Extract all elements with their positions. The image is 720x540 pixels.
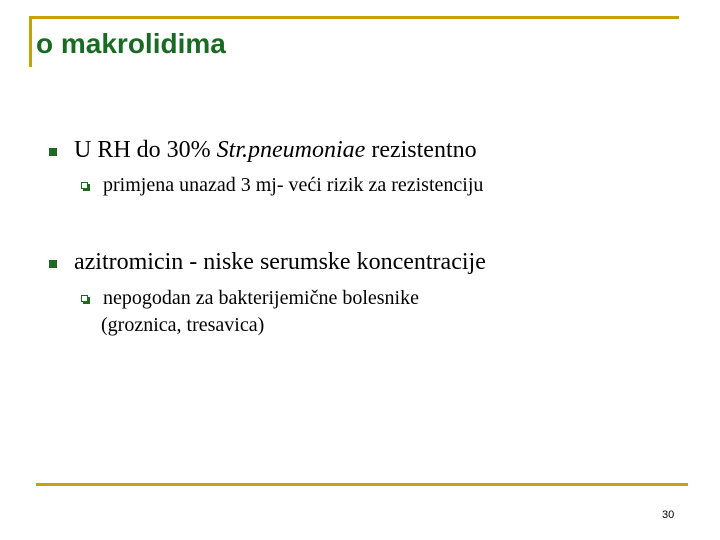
slide-title: o makrolidima	[36, 28, 226, 59]
hollow-square-bullet-icon	[81, 182, 88, 189]
bullet-1-segment-1: U RH do 30%	[74, 137, 217, 163]
bullet-1-text	[74, 136, 477, 165]
square-bullet-icon	[49, 260, 57, 268]
left-decorative-rule	[29, 16, 32, 67]
square-bullet-icon	[49, 148, 57, 156]
bullet-2-segment-1: azitromicin - niske serumske koncentracije	[74, 249, 486, 275]
bullet-1-segment-3: rezistentno	[365, 137, 477, 163]
top-decorative-rule	[29, 16, 679, 19]
bullet-2-text	[74, 248, 486, 277]
bullet-1-segment-2-italic: Str.pneumoniae	[216, 137, 366, 163]
page-number: 30	[662, 509, 675, 521]
bullet-2-sub-1-line-2: (groznica, tresavica)	[101, 314, 265, 336]
bullet-2-sub-1-line-1: nepogodan za bakterijemične bolesnike	[103, 287, 419, 309]
hollow-square-bullet-icon	[81, 295, 88, 302]
bullet-1-sub-1-text: primjena unazad 3 mj- veći rizik za rezistenciju	[103, 174, 484, 196]
bottom-decorative-rule	[36, 483, 688, 486]
